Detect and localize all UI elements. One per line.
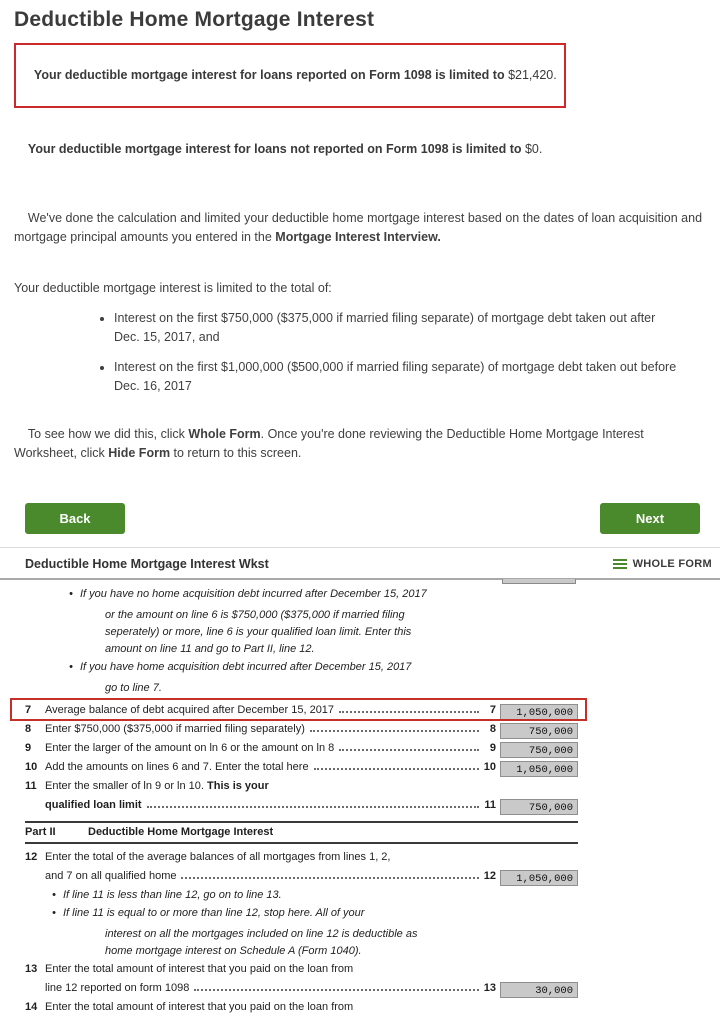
row-10-text: Add the amounts on lines 6 and 7. Enter the total here [45, 761, 309, 774]
row-7-value-field[interactable]: 1,050,000 [500, 704, 578, 720]
row-11-value-field[interactable]: 750,000 [500, 799, 578, 815]
worksheet-row-14: 14 Enter the total amount of interest that you paid on the loan from [25, 1001, 354, 1014]
part2-bullet-2: If line 11 is equal to or more than line 12, stop here. All of your [63, 907, 365, 920]
row-8-text: Enter $750,000 ($375,000 if married filing separately) [45, 723, 305, 736]
worksheet-row-13: 13 Enter the total amount of interest that you paid on the loan from line 12 reported on form 1098 13 30,000 [0, 960, 720, 998]
part-2-header: Part II Deductible Home Mortgage Interest [25, 821, 578, 844]
form-scroll-area[interactable] [0, 580, 720, 1017]
bullet-icon: • [69, 588, 73, 601]
dotted-leader [310, 730, 479, 732]
part2-bullet-1: If line 11 is less than line 12, go on to line 13. [63, 889, 282, 902]
worksheet-title: Deductible Home Mortgage Interest Wkst [25, 557, 269, 572]
part2-bullet-2-cont: home mortgage interest on Schedule A (Form 1040). [105, 945, 362, 958]
worksheet-row-7-highlighted: 7 Average balance of debt acquired after December 15, 2017 7 1,050,000 [0, 701, 720, 720]
wkst-bullet-1-cont: amount on line 11 and go to Part II, line 12. [105, 643, 315, 656]
worksheet-separator [0, 578, 720, 580]
dotted-leader [181, 877, 479, 879]
worksheet-row-11: 11 Enter the smaller of ln 9 or ln 10. This is your qualified loan limit 11 750,000 [0, 777, 720, 815]
alert-banner [14, 43, 566, 108]
worksheet-row-10: 10 Add the amounts on lines 6 and 7. Enter the total here 10 1,050,000 [0, 758, 720, 777]
not-reported-line: Your deductible mortgage interest for loans not reported on Form 1098 is limited to $0. [27, 142, 543, 156]
nav-button-row [14, 503, 706, 534]
worksheet-panel [0, 547, 720, 1017]
row-13-value-field[interactable]: 30,000 [500, 982, 578, 998]
whole-form-label: WHOLE FORM [632, 558, 712, 571]
alert-value: $21,420. [508, 67, 557, 82]
worksheet-row-12: 12 Enter the total of the average balances of all mortgages from lines 1, 2, and 7 on all qualified home 12 1,050,000 [0, 848, 720, 886]
row-9-value-field[interactable]: 750,000 [500, 742, 578, 758]
wkst-bullet-1-cont: seperately) or more, line 6 is your qualified loan limit. Enter this [105, 626, 412, 639]
dotted-leader [339, 749, 479, 751]
row-12-text: and 7 on all qualified home [45, 870, 177, 883]
worksheet-row-9: 9 Enter the larger of the amount on ln 6 or the amount on ln 8 9 750,000 [0, 739, 720, 758]
limit-paragraph: Your deductible mortgage interest is limited to the total of: [14, 280, 332, 295]
row-12-value-field[interactable]: 1,050,000 [500, 870, 578, 886]
scrolled-value-box-fragment [502, 579, 576, 584]
row-7-text: Average balance of debt acquired after December 15, 2017 [45, 704, 335, 717]
row-13-text: line 12 reported on form 1098 [45, 982, 190, 995]
dotted-leader [194, 989, 479, 991]
bullet-icon: • [52, 889, 56, 902]
alert-text: Your deductible mortgage interest for loans reported on Form 1098 is limited to [33, 67, 509, 82]
worksheet-row-8: 8 Enter $750,000 ($375,000 if married filing separately) 8 750,000 [0, 720, 720, 739]
limit-bullet-list [14, 309, 706, 395]
wkst-bullet-1-cont: or the amount on line 6 is $750,000 ($375,000 if married filing [105, 609, 405, 622]
row-8-value-field[interactable]: 750,000 [500, 723, 578, 739]
worksheet-header [0, 548, 720, 578]
page-title: Deductible Home Mortgage Interest [14, 8, 375, 31]
limit-bullet-1: • Interest on the first $750,000 ($375,000 if married filing separate) of mortgage debt taken out after Dec. 15, 2017, and [114, 309, 678, 347]
limit-bullet-2: • Interest on the first $1,000,000 ($500,000 if married filing separate) of mortgage debt taken out before Dec. 16, 2017 [114, 358, 678, 396]
calculation-paragraph: We've done the calculation and limited your deductible home mortgage interest based on the dates of loan acquisition and mortgage principal amounts you entered in the Mortgage Interest Interview. [14, 211, 706, 244]
hamburger-icon [613, 559, 627, 569]
row-9-text: Enter the larger of the amount on ln 6 or the amount on ln 8 [45, 742, 335, 755]
wkst-bullet-2: If you have home acquisition debt incurred after December 15, 2017 [80, 661, 412, 674]
dotted-leader [147, 806, 479, 808]
wkst-bullet-2-cont: go to line 7. [105, 682, 162, 695]
bullet-icon: • [69, 661, 73, 674]
whole-form-button[interactable] [613, 558, 712, 570]
wkst-bullet-1: If you have no home acquisition debt incurred after December 15, 2017 [80, 588, 427, 601]
row-11-text: qualified loan limit [45, 799, 142, 812]
dotted-leader [339, 711, 479, 713]
whole-form-instructions: To see how we did this, click Whole Form. Once you're done reviewing the Deductible Home Mortgage Interest Worksheet, click Hide Form to return to this screen. [14, 427, 648, 460]
back-button[interactable]: Back [25, 503, 125, 534]
row-10-value-field[interactable]: 1,050,000 [500, 761, 578, 777]
dotted-leader [314, 768, 479, 770]
next-button[interactable]: Next [600, 503, 700, 534]
part2-bullet-2-cont: interest on all the mortgages included on line 12 is deductible as [105, 928, 418, 941]
bullet-icon: • [52, 907, 56, 920]
